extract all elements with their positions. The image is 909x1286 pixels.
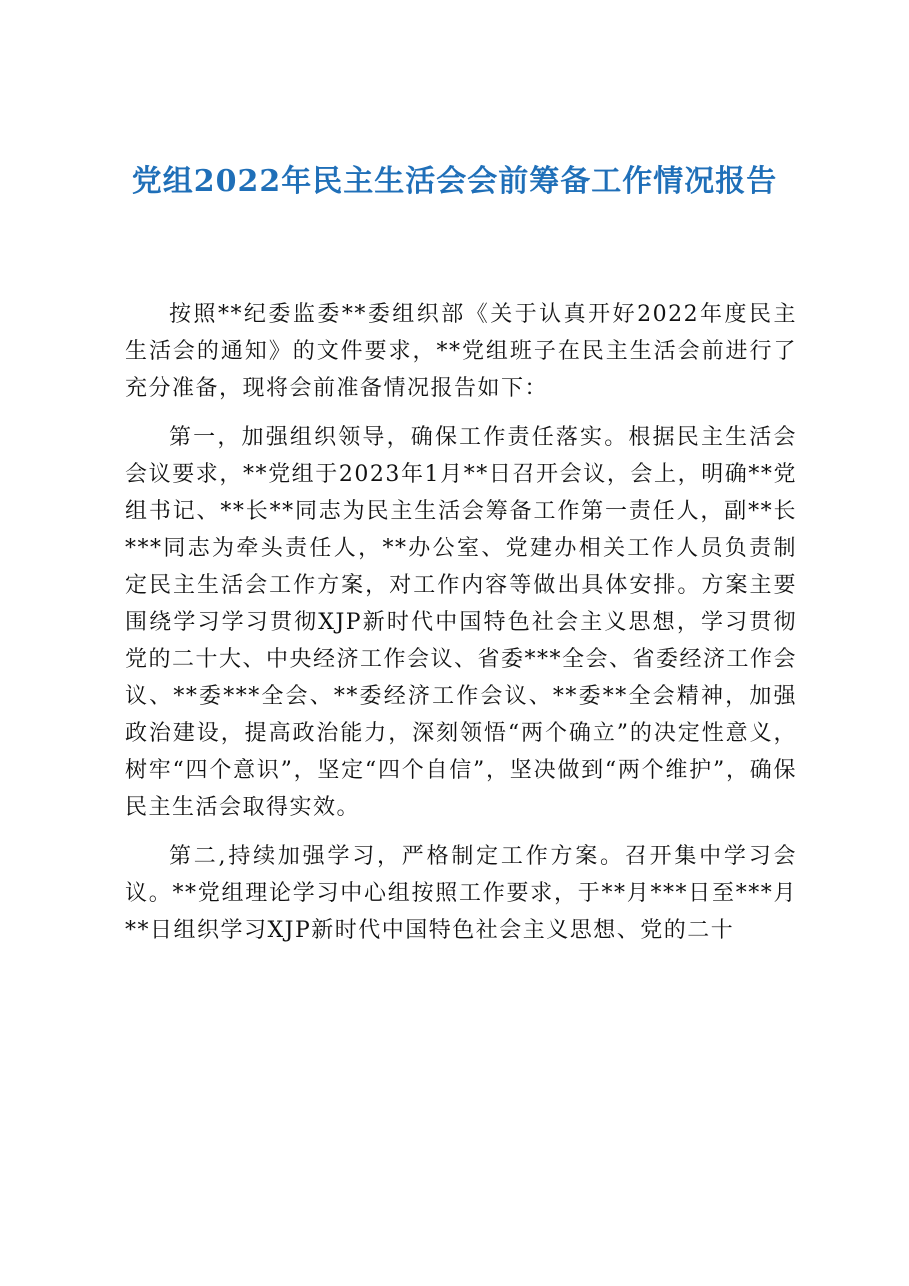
paragraph-first: 第一，加强组织领导，确保工作责任落实。根据民主生活会会议要求，**党组于2023年1月**日召开会议，会上，明确**党组书记、**长**同志为民主生活会筹备工作第一责任人，副**长***同志为牵头责任人，**办公室、党建办相关工作人员负责制定民主生活会工作方案，对工作内容等做出具体安排。方案主要围绕学习学习贯彻XJP新时代中国特色社会主义思想，学习贯彻党的二十大、中央经济工作会议、省委***全会、省委经济工作会议、**委***全会、**委经济工作会议、**委**全会精神，加强政治建设，提高政治能力，深刻领悟“两个确立”的决定性意义，树牢“四个意识”，坚定“四个自信”，坚决做到“两个维护”，确保民主生活会取得实效。 [125,425,798,820]
document-body [125,296,797,961]
document-title: 党组2022年民主生活会会前筹备工作情况报告 [131,164,778,199]
paragraph-intro: 按照**纪委监委**委组织部《关于认真开好2022年度民主生活会的通知》的文件要求，**党组班子在民主生活会前进行了充分准备，现将会前准备情况报告如下： [125,302,797,401]
paragraph-second: 第二,持续加强学习，严格制定工作方案。召开集中学习会议。**党组理论学习中心组按照工作要求，于**月***日至***月**日组织学习XJP新时代中国特色社会主义思想、党的二十 [125,844,797,943]
